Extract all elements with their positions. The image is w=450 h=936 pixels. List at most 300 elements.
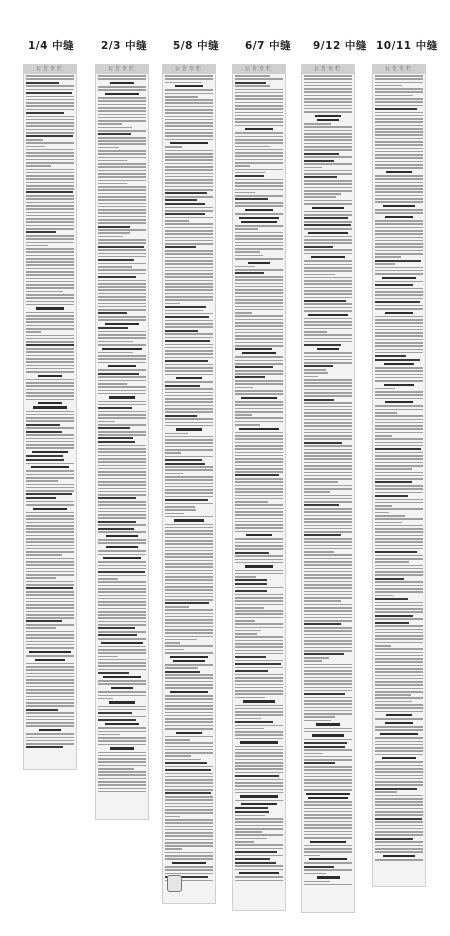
text-line xyxy=(304,472,352,474)
text-line xyxy=(375,91,423,93)
text-line xyxy=(304,508,352,510)
text-line xyxy=(165,418,213,420)
text-line xyxy=(304,242,352,244)
text-line xyxy=(375,658,423,660)
bold-text-line xyxy=(375,448,421,450)
text-line xyxy=(375,701,412,703)
text-line xyxy=(304,341,352,343)
text-line xyxy=(26,420,74,422)
notice-title-line xyxy=(317,876,340,878)
text-line xyxy=(26,725,74,727)
bold-text-line xyxy=(26,746,63,748)
text-line xyxy=(304,203,352,205)
text-line xyxy=(165,816,180,818)
column-header: 公告专栏 xyxy=(302,65,354,74)
text-line xyxy=(98,737,146,739)
text-line xyxy=(304,571,352,573)
text-line xyxy=(375,661,423,663)
text-line xyxy=(235,782,283,784)
text-line xyxy=(165,645,213,647)
text-line xyxy=(235,524,283,526)
text-line xyxy=(26,417,74,419)
text-line xyxy=(98,289,146,291)
text-line xyxy=(98,306,146,308)
text-line xyxy=(26,355,74,357)
text-line xyxy=(98,123,122,125)
text-line xyxy=(235,172,265,174)
text-line xyxy=(235,613,283,615)
text-line xyxy=(165,789,213,791)
text-line xyxy=(26,584,74,586)
text-line xyxy=(375,462,423,464)
text-line xyxy=(304,449,352,451)
text-line xyxy=(235,687,283,689)
text-line xyxy=(26,716,74,718)
text-line xyxy=(304,78,352,80)
text-line xyxy=(98,716,146,718)
text-line xyxy=(98,424,146,426)
text-line xyxy=(375,795,423,797)
text-line xyxy=(375,726,423,728)
text-line xyxy=(98,554,146,556)
text-line xyxy=(304,287,352,289)
text-line xyxy=(235,404,283,406)
text-line xyxy=(304,303,352,305)
text-line xyxy=(98,611,146,613)
text-line xyxy=(375,485,423,487)
text-line xyxy=(165,392,213,394)
text-line xyxy=(98,771,146,773)
text-line xyxy=(375,671,423,673)
text-line xyxy=(98,280,146,282)
text-line xyxy=(98,504,146,506)
text-line xyxy=(235,205,283,207)
text-line xyxy=(304,528,352,530)
text-line xyxy=(235,630,261,632)
text-line xyxy=(375,468,412,470)
text-line xyxy=(375,791,397,793)
text-line xyxy=(235,438,283,440)
text-line xyxy=(165,466,213,468)
text-line xyxy=(165,579,213,581)
text-line xyxy=(98,163,146,165)
text-line xyxy=(375,750,423,752)
text-line xyxy=(98,173,146,175)
text-line xyxy=(165,436,213,438)
text-line xyxy=(375,814,423,816)
text-line xyxy=(235,232,283,234)
text-line xyxy=(375,859,423,861)
text-line xyxy=(26,195,74,197)
text-line xyxy=(304,518,352,520)
text-line xyxy=(375,412,397,414)
text-line xyxy=(98,458,146,460)
bold-text-line xyxy=(26,620,62,622)
text-line xyxy=(235,498,283,500)
text-line xyxy=(304,356,352,358)
text-line xyxy=(304,610,352,612)
text-line xyxy=(375,531,423,533)
text-line xyxy=(165,179,213,181)
bold-text-line xyxy=(98,719,136,721)
text-line xyxy=(26,577,56,579)
text-line xyxy=(375,518,423,520)
text-line xyxy=(304,650,352,652)
text-line xyxy=(375,105,423,107)
text-line xyxy=(235,841,254,843)
text-line xyxy=(26,202,74,204)
text-line xyxy=(165,176,213,178)
text-line xyxy=(26,501,74,503)
text-line xyxy=(235,179,283,181)
text-line xyxy=(235,646,283,648)
text-line xyxy=(165,93,213,95)
text-line xyxy=(375,565,423,567)
text-line xyxy=(165,313,213,315)
text-line xyxy=(98,319,146,321)
text-line xyxy=(235,75,270,77)
text-line xyxy=(165,207,213,209)
text-line xyxy=(98,309,146,311)
text-line xyxy=(26,696,74,698)
text-line xyxy=(235,880,283,882)
notice-title-line xyxy=(306,793,349,795)
text-line xyxy=(235,521,283,523)
text-line xyxy=(165,153,213,155)
notice-title-line xyxy=(111,687,133,689)
text-line xyxy=(165,869,213,871)
text-line xyxy=(375,398,423,400)
text-line xyxy=(165,749,213,751)
text-line xyxy=(304,837,352,839)
text-line xyxy=(165,848,182,850)
text-line xyxy=(165,527,213,529)
text-line xyxy=(375,125,423,127)
notice-title-line xyxy=(33,406,66,408)
text-line xyxy=(304,156,352,158)
text-line xyxy=(98,511,146,513)
text-line xyxy=(304,831,352,833)
text-line xyxy=(375,568,423,570)
column-text-block xyxy=(96,74,148,792)
text-line xyxy=(26,109,74,111)
bold-text-line xyxy=(165,463,205,465)
notice-title-line xyxy=(246,534,271,536)
text-line xyxy=(304,193,341,195)
text-line xyxy=(26,392,74,394)
notice-title-line xyxy=(312,734,345,736)
text-line xyxy=(98,355,146,357)
text-line xyxy=(375,535,423,537)
text-line xyxy=(304,123,331,125)
text-line xyxy=(304,574,352,576)
text-line xyxy=(165,873,213,875)
text-line xyxy=(26,548,74,550)
text-line xyxy=(375,121,423,123)
text-line xyxy=(304,670,352,672)
text-line xyxy=(26,722,74,724)
text-line xyxy=(98,352,133,354)
text-line xyxy=(375,425,423,427)
text-line xyxy=(235,322,283,324)
text-line xyxy=(304,200,352,202)
text-line xyxy=(26,470,74,472)
text-line xyxy=(26,382,74,384)
text-line xyxy=(235,202,283,204)
text-line xyxy=(304,640,352,642)
text-line xyxy=(375,768,423,770)
text-line xyxy=(235,667,283,669)
text-line xyxy=(26,102,74,104)
text-line xyxy=(26,554,62,556)
text-line xyxy=(304,264,352,266)
text-line xyxy=(98,160,127,162)
text-line xyxy=(304,782,352,784)
text-line xyxy=(235,335,283,337)
bold-text-line xyxy=(165,499,208,501)
text-line xyxy=(165,829,213,831)
text-line xyxy=(98,127,132,129)
text-line xyxy=(235,102,283,104)
text-line xyxy=(98,781,146,783)
text-line xyxy=(165,776,213,778)
text-line xyxy=(235,876,283,878)
text-line xyxy=(375,761,423,763)
notice-title-line xyxy=(31,466,69,468)
notice-title-line xyxy=(105,723,139,725)
text-line xyxy=(98,219,146,221)
bold-text-line xyxy=(98,312,127,314)
text-line xyxy=(375,747,423,749)
notice-title-line xyxy=(241,397,277,399)
text-line xyxy=(165,715,213,717)
bold-text-line xyxy=(375,359,420,361)
text-line xyxy=(26,287,74,289)
text-line xyxy=(304,703,352,705)
text-line xyxy=(375,602,423,604)
text-line xyxy=(98,196,146,198)
text-line xyxy=(165,540,213,542)
text-line xyxy=(235,542,283,544)
bold-text-line xyxy=(98,712,132,714)
text-line xyxy=(235,411,283,413)
text-line xyxy=(98,269,146,271)
text-line xyxy=(165,812,213,814)
text-line xyxy=(165,664,213,666)
bold-text-line xyxy=(98,672,129,674)
notice-title-line xyxy=(316,723,341,725)
text-line xyxy=(375,744,423,746)
bold-text-line xyxy=(375,108,417,110)
text-line xyxy=(304,452,352,454)
notice-title-line xyxy=(106,535,137,537)
text-line xyxy=(375,388,395,390)
text-line xyxy=(26,235,74,237)
text-line xyxy=(304,239,352,241)
text-line xyxy=(26,641,74,643)
text-line xyxy=(165,230,213,232)
text-line xyxy=(235,821,283,823)
text-line xyxy=(98,665,146,667)
text-line xyxy=(98,575,146,577)
text-line xyxy=(26,427,74,429)
heading-10-11: 10/11 中缝 xyxy=(376,40,438,52)
text-line xyxy=(98,180,146,182)
text-line xyxy=(26,89,74,91)
text-line xyxy=(26,441,74,443)
text-line xyxy=(304,660,322,662)
text-line xyxy=(375,538,423,540)
text-line xyxy=(26,631,74,633)
text-line xyxy=(304,749,352,751)
text-line xyxy=(304,488,352,490)
text-line xyxy=(165,806,213,808)
bold-text-line xyxy=(165,203,205,205)
text-line xyxy=(98,296,146,298)
text-line xyxy=(304,362,352,364)
text-line xyxy=(98,176,146,178)
text-line xyxy=(26,699,74,701)
notice-title-line xyxy=(382,757,416,759)
text-line xyxy=(26,248,74,250)
text-line xyxy=(304,804,352,806)
text-line xyxy=(235,306,283,308)
text-line xyxy=(235,421,283,423)
bold-text-line xyxy=(235,552,269,554)
text-line xyxy=(375,148,423,150)
text-line xyxy=(165,566,213,568)
text-line xyxy=(98,199,146,201)
text-line xyxy=(304,753,323,755)
text-line xyxy=(235,749,283,751)
text-line xyxy=(375,75,423,77)
text-line xyxy=(304,475,352,477)
text-line xyxy=(26,679,74,681)
bold-text-line xyxy=(165,192,207,194)
text-line xyxy=(375,801,423,803)
text-line xyxy=(165,227,213,229)
text-line xyxy=(375,298,423,300)
text-line xyxy=(26,528,74,530)
notice-title-line xyxy=(170,691,208,693)
text-line xyxy=(165,116,213,118)
text-line xyxy=(98,193,146,195)
text-line xyxy=(235,501,268,503)
text-line xyxy=(235,95,283,97)
text-line xyxy=(98,691,146,693)
bold-text-line xyxy=(235,583,267,585)
text-line xyxy=(304,468,352,470)
notice-title-line xyxy=(173,660,205,662)
notice-title-line xyxy=(248,262,270,264)
text-line xyxy=(304,389,352,391)
text-line xyxy=(165,755,191,757)
text-line xyxy=(235,752,283,754)
text-line xyxy=(375,131,423,133)
text-line xyxy=(304,88,352,90)
text-line xyxy=(375,778,423,780)
text-line xyxy=(165,223,213,225)
text-line xyxy=(375,465,423,467)
text-line xyxy=(26,594,74,596)
text-line xyxy=(235,98,283,100)
text-line xyxy=(165,357,213,359)
text-line xyxy=(235,182,283,184)
text-line xyxy=(375,591,423,593)
notice-title-line xyxy=(29,651,71,653)
text-line xyxy=(98,778,146,780)
notice-title-line xyxy=(105,323,140,325)
text-line xyxy=(26,294,74,296)
text-line xyxy=(165,159,213,161)
text-line xyxy=(26,258,74,260)
bold-text-line xyxy=(304,344,341,346)
text-line xyxy=(375,223,423,225)
text-line xyxy=(165,449,213,451)
text-line xyxy=(165,718,213,720)
text-line xyxy=(235,844,283,846)
text-line xyxy=(235,690,283,692)
column-text-block xyxy=(163,74,215,881)
text-line xyxy=(304,786,352,788)
text-line xyxy=(304,511,352,513)
text-line xyxy=(165,395,213,397)
text-line xyxy=(98,130,146,132)
notice-title-line xyxy=(239,872,279,874)
text-line xyxy=(26,607,74,609)
text-line xyxy=(98,337,146,339)
text-line xyxy=(26,518,74,520)
text-line xyxy=(98,539,146,541)
text-line xyxy=(304,845,352,847)
text-line xyxy=(304,824,352,826)
text-line xyxy=(26,225,74,227)
text-line xyxy=(375,342,423,344)
text-line xyxy=(235,617,283,619)
text-line xyxy=(375,668,423,670)
text-line xyxy=(375,545,423,547)
text-line xyxy=(375,250,423,252)
text-line xyxy=(98,455,146,457)
text-line xyxy=(375,335,423,337)
text-line xyxy=(375,377,423,379)
text-line xyxy=(304,673,352,675)
text-line xyxy=(235,478,283,480)
bold-text-line xyxy=(304,504,339,506)
text-line xyxy=(26,116,74,118)
text-line xyxy=(375,845,423,847)
text-line xyxy=(375,154,423,156)
text-line xyxy=(165,456,213,458)
text-line xyxy=(304,82,352,84)
text-line xyxy=(304,95,352,97)
text-line xyxy=(375,82,423,84)
text-line xyxy=(165,766,213,768)
text-line xyxy=(165,364,213,366)
bold-text-line xyxy=(98,373,139,375)
text-line xyxy=(26,574,74,576)
text-line xyxy=(26,525,74,527)
text-line xyxy=(304,98,352,100)
text-line xyxy=(304,385,352,387)
text-line xyxy=(98,550,146,552)
column-header: 公告专栏 xyxy=(24,65,76,74)
text-line xyxy=(235,465,283,467)
text-line xyxy=(375,405,423,407)
bold-text-line xyxy=(98,571,145,573)
text-line xyxy=(26,122,74,124)
text-line xyxy=(375,765,423,767)
